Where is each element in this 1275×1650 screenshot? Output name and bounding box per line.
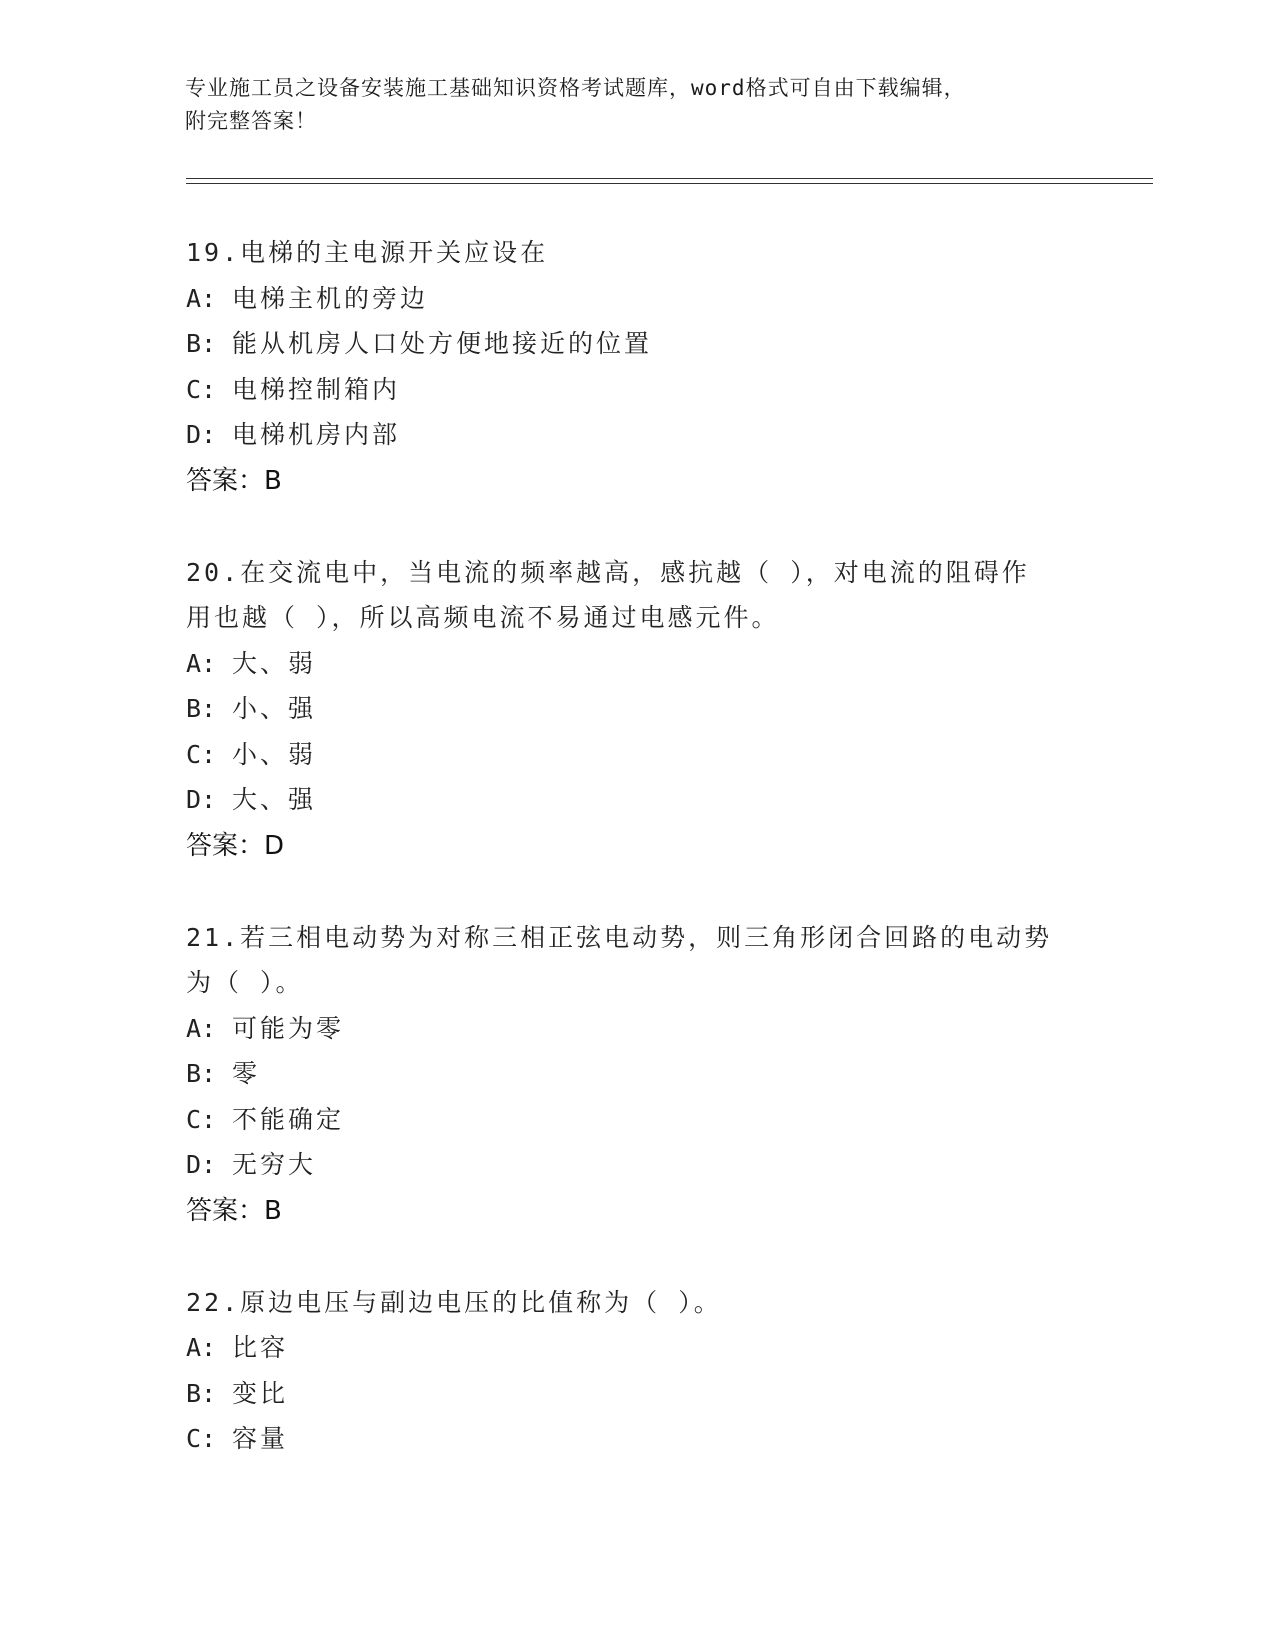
option-label: C: xyxy=(186,374,217,404)
document-header xyxy=(185,72,1085,138)
answer-key: 答案：B xyxy=(186,465,282,496)
header-divider-bottom xyxy=(186,183,1153,184)
answer-option xyxy=(186,732,1086,778)
question-block xyxy=(186,550,1086,869)
option-label: A: xyxy=(186,283,217,313)
question-block xyxy=(186,230,1086,504)
answer-option xyxy=(186,1051,1086,1097)
option-label: C: xyxy=(186,1424,217,1453)
question-block xyxy=(186,1280,1086,1462)
answer-option xyxy=(186,1006,1086,1052)
option-label: D: xyxy=(186,785,217,814)
option-label: B: xyxy=(186,1378,217,1408)
option-text: 无穷大 xyxy=(232,1150,317,1179)
answer-option xyxy=(186,777,1086,823)
option-label: C: xyxy=(186,739,217,769)
header-divider-top xyxy=(186,178,1153,179)
option-text: 不能确定 xyxy=(232,1104,345,1134)
answer-option xyxy=(186,1097,1086,1143)
option-text: 小、弱 xyxy=(232,739,317,769)
answer-option xyxy=(186,641,1086,687)
option-label: D: xyxy=(186,420,217,449)
option-text: 小、强 xyxy=(232,694,317,723)
answer-option xyxy=(186,1371,1086,1417)
option-text: 大、弱 xyxy=(232,648,317,678)
question-stem: 22.原边电压与副边电压的比值称为（ ）。 xyxy=(186,1287,722,1317)
option-text: 零 xyxy=(232,1059,261,1088)
question-block xyxy=(186,915,1086,1234)
option-text: 比容 xyxy=(232,1333,289,1362)
answer-option xyxy=(186,276,1086,322)
answer-key: 答案：D xyxy=(186,830,285,861)
option-text: 容量 xyxy=(232,1424,289,1453)
answer-option xyxy=(186,1416,1086,1462)
question-stem: 用也越（ ），所以高频电流不易通过电感元件。 xyxy=(186,603,780,632)
answer-option xyxy=(186,1142,1086,1188)
question-stem: 19.电梯的主电源开关应设在 xyxy=(186,238,549,267)
option-label: C: xyxy=(186,1104,217,1134)
option-label: B: xyxy=(186,694,217,723)
answer-option xyxy=(186,321,1086,367)
option-text: 大、强 xyxy=(232,785,317,814)
option-text: 电梯控制箱内 xyxy=(232,374,401,404)
header-line-1: 专业施工员之设备安装施工基础知识资格考试题库，word格式可自由下载编辑， xyxy=(185,76,966,100)
question-stem: 为（ ）。 xyxy=(186,968,304,997)
option-text: 电梯机房内部 xyxy=(232,420,401,449)
option-label: A: xyxy=(186,1333,217,1362)
option-text: 电梯主机的旁边 xyxy=(232,283,429,313)
option-label: A: xyxy=(186,648,217,678)
option-text: 变比 xyxy=(232,1378,289,1408)
option-text: 可能为零 xyxy=(232,1013,345,1043)
answer-option xyxy=(186,367,1086,413)
option-label: B: xyxy=(186,1059,217,1088)
option-label: B: xyxy=(186,329,217,358)
answer-option xyxy=(186,686,1086,732)
answer-option xyxy=(186,412,1086,458)
question-list xyxy=(186,230,1086,1508)
answer-option xyxy=(186,1325,1086,1371)
option-label: A: xyxy=(186,1013,217,1043)
option-text: 能从机房人口处方便地接近的位置 xyxy=(232,329,653,358)
answer-key: 答案：B xyxy=(186,1195,282,1226)
question-stem: 20.在交流电中，当电流的频率越高，感抗越（ ），对电流的阻碍作 xyxy=(186,557,1030,587)
option-label: D: xyxy=(186,1150,217,1179)
header-line-2: 附完整答案！ xyxy=(185,109,317,133)
question-stem: 21.若三相电动势为对称三相正弦电动势，则三角形闭合回路的电动势 xyxy=(186,922,1053,952)
